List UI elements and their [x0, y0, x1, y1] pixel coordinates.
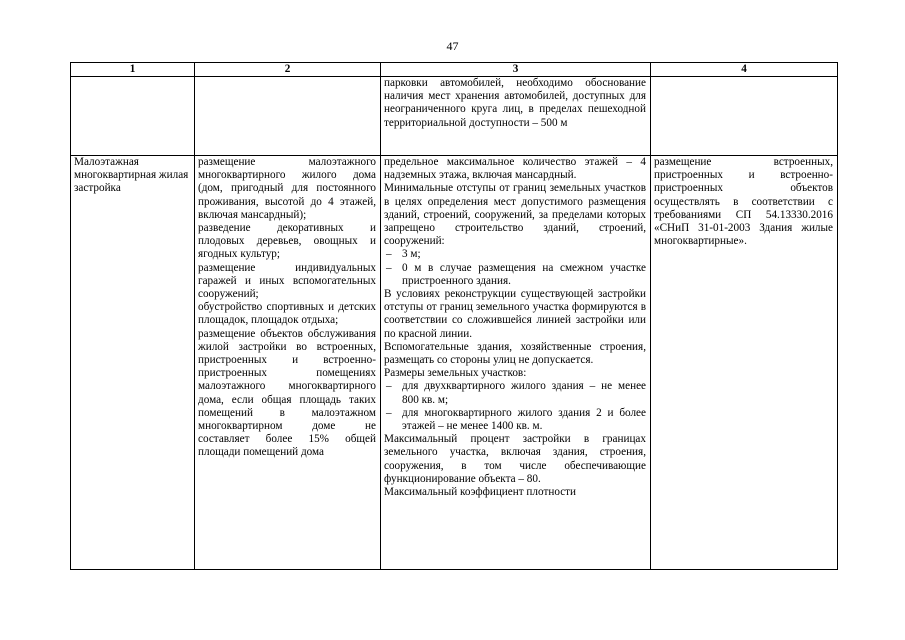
permitted-uses-cell [195, 156, 381, 570]
zone-name-cell [71, 156, 195, 570]
use-item: размещение малоэтажного многоквартирного жилого дома (дом, пригодный для постоянного проживания, высотой до 4 этажей, включая мансардный); [198, 156, 376, 221]
parking-requirement-text: парковки автомобилей, необходимо обоснование наличия мест хранения автомобилей, доступных для неограниченного круга лиц, в пределах пешеходной территориальной доступности – 500 м [384, 77, 646, 129]
column-header-1: 1 [71, 63, 195, 77]
page-number: 47 [446, 39, 459, 53]
table-row-main [71, 156, 838, 570]
max-density-text: Максимальный коэффициент плотности [384, 486, 577, 499]
parameters-cell [381, 156, 651, 570]
auxiliary-buildings-text: Вспомогательные здания, хозяйственные строения, размещать со стороны улиц не допускается. [384, 340, 646, 367]
table-row-continued [71, 77, 838, 156]
dash-bullet-icon: – [386, 406, 392, 419]
setback-list-item [384, 262, 646, 288]
regulation-table [70, 62, 838, 570]
continued-cell-1 [71, 77, 195, 156]
table-header-row [71, 63, 838, 77]
setback-list-item-text: 3 м; [402, 248, 421, 261]
reconstruction-text: В условиях реконструкции существующей застройки отступы от границ земельного участка формируются в соответствии со сложившейся линией застройки или по красной линии. [384, 288, 646, 340]
column-header-3: 3 [381, 63, 651, 77]
plot-size-list-item-text: для многоквартирного жилого здания 2 и более этажей – не менее 1400 кв. м. [402, 406, 646, 433]
column-header-2: 2 [195, 63, 381, 77]
use-item: разведение декоративных и плодовых деревьев, овощных и ягодных культур; [198, 222, 376, 261]
conditions-cell [651, 156, 838, 570]
column-header-4: 4 [651, 63, 838, 77]
plot-sizes-heading: Размеры земельных участков: [384, 367, 527, 380]
dash-bullet-icon: – [386, 248, 392, 261]
setback-list-item [384, 248, 646, 261]
plot-size-list-item [384, 380, 646, 406]
setback-list-item-text: 0 м в случае размещения на смежном участке пристроенного здания. [402, 261, 646, 287]
zone-name: Малоэтажная многоквартирная жилая застройка [74, 156, 189, 195]
max-coverage-text: Максимальный процент застройки в границах земельного участка, включая здания, строения, сооружения, в том числе обеспечивающие функционирование объекта – 80. [384, 433, 646, 485]
dash-bullet-icon: – [386, 261, 392, 274]
use-item: обустройство спортивных и детских площадок, площадок отдыха; [198, 301, 376, 327]
continued-cell-4 [651, 77, 838, 156]
conditions-text: размещение встроенных, пристроенных и встроенно-пристроенных объектов осуществлять в соответствии с требованиями СП 54.13330.2016 «СНиП 31-01-2003 Здания жилые многоквартирные». [654, 156, 833, 248]
use-item: размещение объектов обслуживания жилой застройки во встроенных, пристроенных и встроенно-пристроенных помещениях малоэтажного многоквартирного дома, если общая площадь таких помещений в малоэтажном многоквартирном доме не составляет более 15% общей площади помещений дома [198, 327, 376, 459]
continued-cell-3 [381, 77, 651, 156]
min-setbacks-text: Минимальные отступы от границ земельных участков в целях определения мест допустимого размещения зданий, строений, сооружений, за пределами которых запрещено строительство зданий, строений, сооружений: [384, 182, 646, 248]
use-item: размещение индивидуальных гаражей и иных вспомогательных сооружений; [198, 261, 376, 301]
continued-cell-2 [195, 77, 381, 156]
plot-size-list-item-text: для двухквартирного жилого здания – не менее 800 кв. м; [402, 380, 646, 406]
max-floors-text: предельное максимальное количество этажей – 4 надземных этажа, включая мансардный. [384, 156, 646, 182]
plot-size-list-item [384, 407, 646, 433]
dash-bullet-icon: – [386, 380, 392, 393]
